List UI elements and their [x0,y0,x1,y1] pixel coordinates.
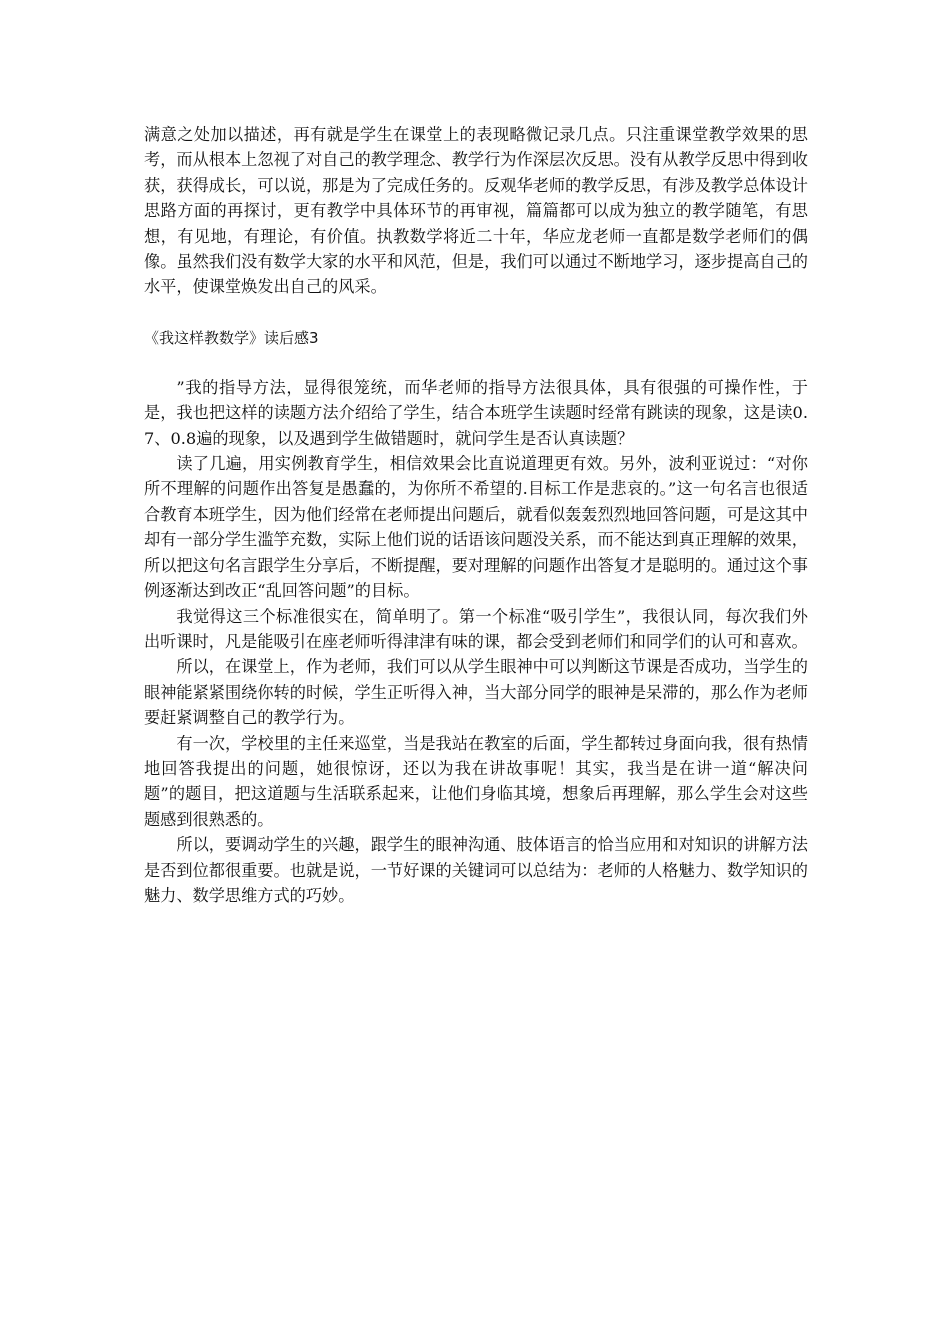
body-paragraph-4: 所以，在课堂上，作为老师，我们可以从学生眼神中可以判断这节课是否成功，当学生的眼神能紧紧围绕你转的时候，学生正听得入神，当大部分同学的眼神是呆滞的，那么作为老师要赶紧调整自己的教学行为。 [144,657,808,728]
section-title: 《我这样教数学》读后感3 [144,328,319,347]
body-paragraph-6: 所以，要调动学生的兴趣，跟学生的眼神沟通、肢体语言的恰当应用和对知识的讲解方法是否到位都很重要。也就是说，一节好课的关键词可以总结为：老师的人格魅力、数学知识的魅力、数学思维方式的巧妙。 [144,835,808,905]
body-paragraph-2: 读了几遍，用实例教育学生，相信效果会比直说道理更有效。另外，波利亚说过：“对你所不理解的问题作出答复是愚蠢的，为你所不希望的.目标工作是悲哀的。”这一句名言也很适合教育本班学生，因为他们经常在老师提出问题后，就看似轰轰烈烈地回答问题，可是这其中却有一部分学生滥竽充数，实际上他们说的话语该问题没关系，而不能达到真正理解的效果，所以把这句名言跟学生分享后，不断提醒，要对理解的问题作出答复才是聪明的。通过这个事例逐渐达到改正“乱回答问题”的目标。 [144,454,808,601]
body-paragraph-3: 我觉得这三个标准很实在，简单明了。第一个标准“吸引学生”，我很认同，每次我们外出听课时，凡是能吸引在座老师听得津津有味的课，都会受到老师们和同学们的认可和喜欢。 [144,606,808,651]
intro-paragraph: 满意之处加以描述，再有就是学生在课堂上的表现略微记录几点。只注重课堂教学效果的思考，而从根本上忽视了对自己的教学理念、教学行为作深层次反思。没有从教学反思中得到收获，获得成长，可以说，那是为了完成任务的。反观华老师的教学反思，有涉及教学总体设计思路方面的再探讨，更有教学中具体环节的再审视，篇篇都可以成为独立的教学随笔，有思想，有见地，有理论，有价值。执教数学将近二十年，华应龙老师一直都是数学老师们的偶像。虽然我们没有数学大家的水平和风范，但是，我们可以通过不断地学习，逐步提高自己的水平，使课堂焕发出自己的风采。 [144,125,808,297]
document-page [144,122,808,908]
body-paragraph-5: 有一次，学校里的主任来巡堂，当是我站在教室的后面，学生都转过身面向我，很有热情地回答我提出的问题，她很惊讶，还以为我在讲故事呢！其实，我当是在讲一道“解决问题”的题目，把这道题与生活联系起来，让他们身临其境，想象后再理解，那么学生会对这些题感到很熟悉的。 [144,733,808,829]
body-paragraph-1: ”我的指导方法，显得很笼统，而华老师的指导方法很具体，具有很强的可操作性，于是，我也把这样的读题方法介绍给了学生，结合本班学生读题时经常有跳读的现象，这是读0.7、0.8遍的现象，以及遇到学生做错题时，就问学生是否认真读题？ [144,377,808,448]
